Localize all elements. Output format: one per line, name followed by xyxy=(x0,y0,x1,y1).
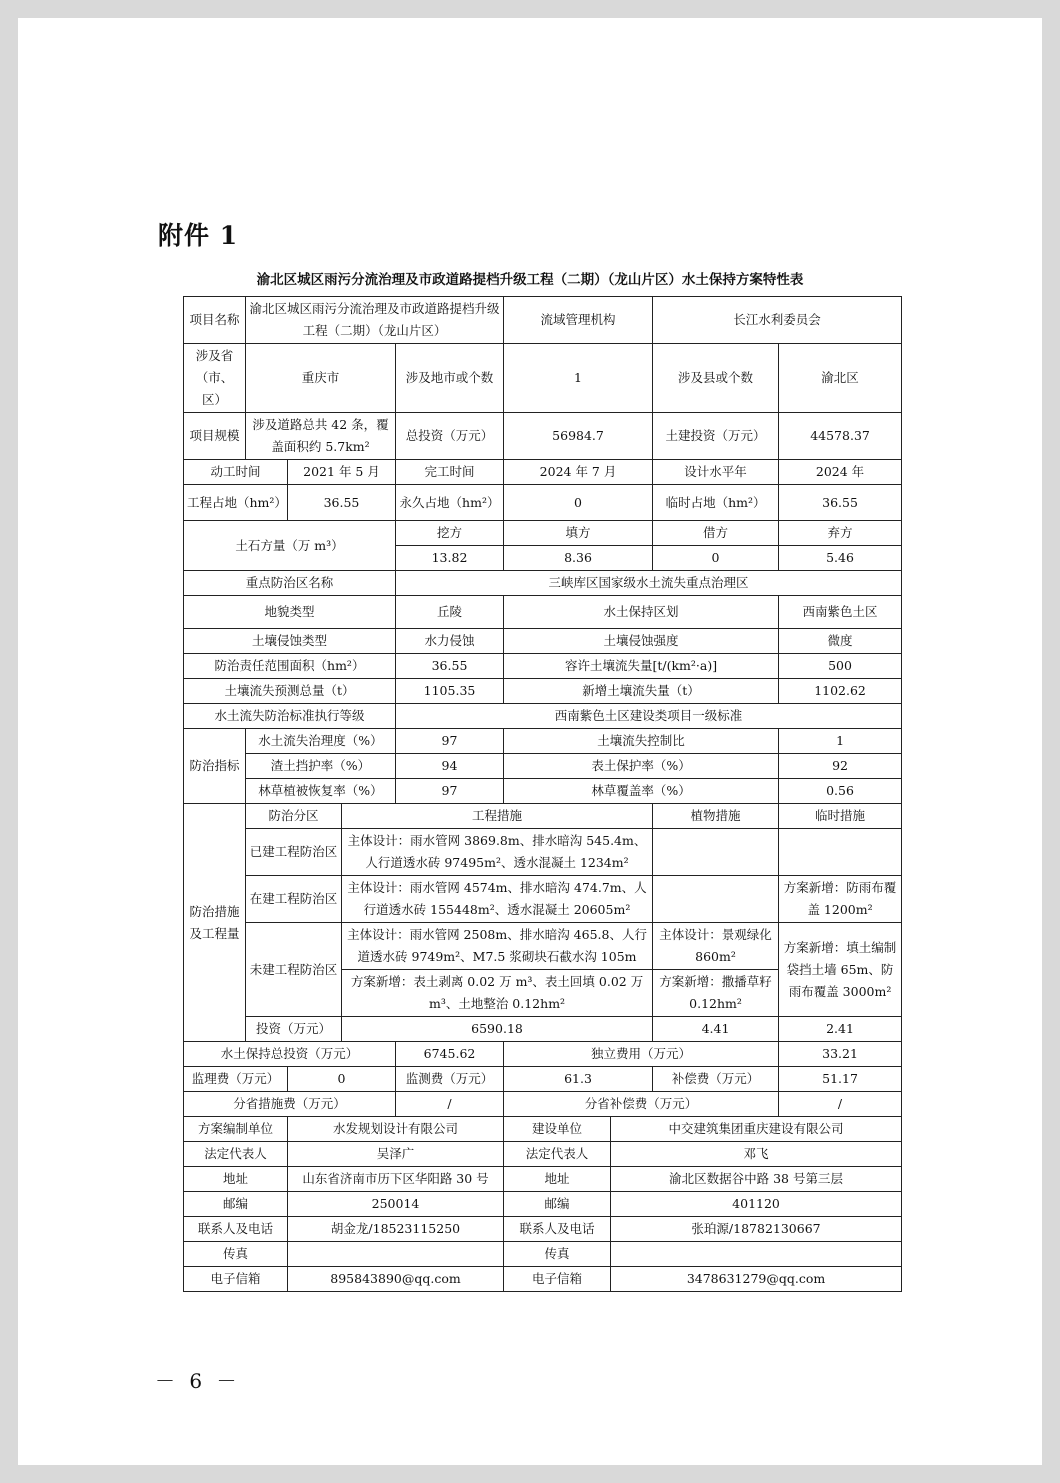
zone-building-engineering: 主体设计：雨水管网 4574m、排水暗沟 474.7m、人行道透水砖 155448m²、透水混凝土 20605m² xyxy=(342,876,653,923)
value-provincial-compensation-fee: / xyxy=(779,1092,902,1117)
row-fax xyxy=(184,1242,902,1267)
document-title: 渝北区城区雨污分流治理及市政道路提档升级工程（二期）（龙山片区）水土保持方案特性表 xyxy=(256,272,804,288)
value-project-scale: 涉及道路总共 42 条，覆盖面积约 5.7km² xyxy=(246,413,396,460)
zone-built-temporary xyxy=(779,829,902,876)
label-legal-rep-left: 法定代表人 xyxy=(184,1142,288,1167)
value-fax-right xyxy=(611,1242,902,1267)
row-schedule xyxy=(184,460,902,485)
zone-unbuilt-engineering-main: 主体设计：雨水管网 2508m、排水暗沟 465.8、人行道透水砖 9749m²、M7.5 浆砌块石截水沟 105m xyxy=(342,923,653,970)
label-predicted-loss: 土壤流失预测总量（t） xyxy=(184,679,396,704)
attachment-label: 附件 1 xyxy=(158,221,239,250)
value-city-count: 1 xyxy=(504,344,653,413)
value-basin-authority: 长江水利委员会 xyxy=(653,297,902,344)
zone-building-plant xyxy=(653,876,779,923)
value-independent-cost: 33.21 xyxy=(779,1042,902,1067)
row-index-1 xyxy=(184,729,902,754)
value-construction-unit: 中交建筑集团重庆建设有限公司 xyxy=(611,1117,902,1142)
value-standard-level: 西南紫色土区建设类项目一级标准 xyxy=(396,704,902,729)
label-loss-control-ratio: 土壤流失控制比 xyxy=(504,729,779,754)
label-project-name: 项目名称 xyxy=(184,297,246,344)
characteristics-table-wrapper xyxy=(183,296,901,1292)
value-supervision-fee: 0 xyxy=(288,1067,396,1092)
label-treatment-degree: 水土流失治理度（%） xyxy=(246,729,396,754)
label-fax-left: 传真 xyxy=(184,1242,288,1267)
label-email-right: 电子信箱 xyxy=(504,1267,611,1292)
value-fax-left xyxy=(288,1242,504,1267)
value-temporary-land: 36.55 xyxy=(779,485,902,521)
label-control-index: 防治指标 xyxy=(184,729,246,804)
label-fax-right: 传真 xyxy=(504,1242,611,1267)
label-swc-total-investment: 水土保持总投资（万元） xyxy=(184,1042,396,1067)
row-zone-unbuilt-1 xyxy=(184,923,902,970)
zone-unbuilt: 未建工程防治区 xyxy=(246,923,342,1017)
label-provincial-compensation-fee: 分省补偿费（万元） xyxy=(504,1092,779,1117)
value-monitoring-fee: 61.3 xyxy=(504,1067,653,1092)
value-compensation-fee: 51.17 xyxy=(779,1067,902,1092)
value-engineering-investment: 6590.18 xyxy=(342,1017,653,1042)
label-city-count: 涉及地市或个数 xyxy=(396,344,504,413)
label-civil-investment: 土建投资（万元） xyxy=(653,413,779,460)
value-civil-investment: 44578.37 xyxy=(779,413,902,460)
value-legal-rep-left: 吴泽广 xyxy=(288,1142,504,1167)
header-zone: 防治分区 xyxy=(246,804,342,829)
value-borrow: 0 xyxy=(653,546,779,571)
value-key-zone: 三峡库区国家级水土流失重点治理区 xyxy=(396,571,902,596)
header-borrow: 借方 xyxy=(653,521,779,546)
label-supervision-fee: 监理费（万元） xyxy=(184,1067,288,1092)
label-investment: 投资（万元） xyxy=(246,1017,342,1042)
value-landform: 丘陵 xyxy=(396,596,504,629)
value-province: 重庆市 xyxy=(246,344,396,413)
label-soil-region: 水土保持区划 xyxy=(504,596,779,629)
value-county-count: 渝北区 xyxy=(779,344,902,413)
row-erosion-type xyxy=(184,629,902,654)
label-postcode-right: 邮编 xyxy=(504,1192,611,1217)
label-contact-left: 联系人及电话 xyxy=(184,1217,288,1242)
row-key-zone xyxy=(184,571,902,596)
zone-building-temporary: 方案新增：防雨布覆盖 1200m² xyxy=(779,876,902,923)
value-plant-investment: 4.41 xyxy=(653,1017,779,1042)
zone-built-plant xyxy=(653,829,779,876)
value-soil-region: 西南紫色土区 xyxy=(779,596,902,629)
value-fill: 8.36 xyxy=(504,546,653,571)
header-fill: 填方 xyxy=(504,521,653,546)
value-provincial-measures-fee: / xyxy=(396,1092,504,1117)
value-temporary-investment: 2.41 xyxy=(779,1017,902,1042)
value-address-right: 渝北区数据谷中路 38 号第三层 xyxy=(611,1167,902,1192)
value-email-left: 895843890@qq.com xyxy=(288,1267,504,1292)
header-temporary-measures: 临时措施 xyxy=(779,804,902,829)
label-standard-level: 水土流失防治标准执行等级 xyxy=(184,704,396,729)
zone-unbuilt-plant-main: 主体设计：景观绿化 860m² xyxy=(653,923,779,970)
row-index-3 xyxy=(184,779,902,804)
label-vegetation-cover: 林草覆盖率（%） xyxy=(504,779,779,804)
zone-unbuilt-plant-new: 方案新增：撒播草籽 0.12hm² xyxy=(653,970,779,1017)
zone-unbuilt-engineering-new: 方案新增：表土剥离 0.02 万 m³、表土回填 0.02 万 m³、土地整治 0.12hm² xyxy=(342,970,653,1017)
value-email-right: 3478631279@qq.com xyxy=(611,1267,902,1292)
value-land-area: 36.55 xyxy=(288,485,396,521)
row-postcode xyxy=(184,1192,902,1217)
label-total-investment: 总投资（万元） xyxy=(396,413,504,460)
label-province: 涉及省（市、区） xyxy=(184,344,246,413)
label-land-area: 工程占地（hm²） xyxy=(184,485,288,521)
row-project-scale xyxy=(184,413,902,460)
label-earthwork: 土石方量（万 m³） xyxy=(184,521,396,571)
value-swc-total-investment: 6745.62 xyxy=(396,1042,504,1067)
value-permanent-land: 0 xyxy=(504,485,653,521)
row-land-area xyxy=(184,485,902,521)
value-postcode-left: 250014 xyxy=(288,1192,504,1217)
label-monitoring-fee: 监测费（万元） xyxy=(396,1067,504,1092)
label-finish-time: 完工时间 xyxy=(396,460,504,485)
row-measures-head xyxy=(184,804,902,829)
zone-built-engineering: 主体设计：雨水管网 3869.8m、排水暗沟 545.4m、人行道透水砖 97495m²、透水混凝土 1234m² xyxy=(342,829,653,876)
row-landform xyxy=(184,596,902,629)
row-total-investment xyxy=(184,1042,902,1067)
value-spoil: 5.46 xyxy=(779,546,902,571)
label-address-right: 地址 xyxy=(504,1167,611,1192)
label-postcode-left: 邮编 xyxy=(184,1192,288,1217)
value-compiling-unit: 水发规划设计有限公司 xyxy=(288,1117,504,1142)
header-plant-measures: 植物措施 xyxy=(653,804,779,829)
label-compensation-fee: 补偿费（万元） xyxy=(653,1067,779,1092)
value-allowable-loss: 500 xyxy=(779,654,902,679)
label-construction-unit: 建设单位 xyxy=(504,1117,611,1142)
label-spoil-protection: 渣土挡护率（%） xyxy=(246,754,396,779)
value-postcode-right: 401120 xyxy=(611,1192,902,1217)
row-earthwork-head xyxy=(184,521,902,546)
label-email-left: 电子信箱 xyxy=(184,1267,288,1292)
value-vegetation-recovery: 97 xyxy=(396,779,504,804)
row-province xyxy=(184,344,902,413)
value-total-investment: 56984.7 xyxy=(504,413,653,460)
label-provincial-measures-fee: 分省措施费（万元） xyxy=(184,1092,396,1117)
zone-building: 在建工程防治区 xyxy=(246,876,342,923)
value-predicted-loss: 1105.35 xyxy=(396,679,504,704)
value-excavation: 13.82 xyxy=(396,546,504,571)
value-contact-left: 胡金龙/18523115250 xyxy=(288,1217,504,1242)
label-project-scale: 项目规模 xyxy=(184,413,246,460)
row-zone-building xyxy=(184,876,902,923)
header-excavation: 挖方 xyxy=(396,521,504,546)
characteristics-table xyxy=(183,296,902,1292)
value-contact-right: 张珀源/18782130667 xyxy=(611,1217,902,1242)
label-new-loss: 新增土壤流失量（t） xyxy=(504,679,779,704)
row-units xyxy=(184,1117,902,1142)
label-landform: 地貌类型 xyxy=(184,596,396,629)
value-finish-time: 2024 年 7 月 xyxy=(504,460,653,485)
label-vegetation-recovery: 林草植被恢复率（%） xyxy=(246,779,396,804)
label-key-zone: 重点防治区名称 xyxy=(184,571,396,596)
document-page xyxy=(18,18,1042,1465)
value-loss-control-ratio: 1 xyxy=(779,729,902,754)
row-legal-rep xyxy=(184,1142,902,1167)
value-legal-rep-right: 邓飞 xyxy=(611,1142,902,1167)
label-erosion-intensity: 土壤侵蚀强度 xyxy=(504,629,779,654)
label-independent-cost: 独立费用（万元） xyxy=(504,1042,779,1067)
row-index-2 xyxy=(184,754,902,779)
header-engineering-measures: 工程措施 xyxy=(342,804,653,829)
row-address xyxy=(184,1167,902,1192)
label-erosion-type: 土壤侵蚀类型 xyxy=(184,629,396,654)
value-new-loss: 1102.62 xyxy=(779,679,902,704)
value-vegetation-cover: 0.56 xyxy=(779,779,902,804)
label-measures: 防治措施及工程量 xyxy=(184,804,246,1042)
value-treatment-degree: 97 xyxy=(396,729,504,754)
header-spoil: 弃方 xyxy=(779,521,902,546)
label-legal-rep-right: 法定代表人 xyxy=(504,1142,611,1167)
row-measures-investment xyxy=(184,1017,902,1042)
label-compiling-unit: 方案编制单位 xyxy=(184,1117,288,1142)
label-topsoil-protection: 表土保护率（%） xyxy=(504,754,779,779)
value-responsibility-area: 36.55 xyxy=(396,654,504,679)
row-project-name xyxy=(184,297,902,344)
row-fees xyxy=(184,1067,902,1092)
label-address-left: 地址 xyxy=(184,1167,288,1192)
value-design-year: 2024 年 xyxy=(779,460,902,485)
row-responsibility-area xyxy=(184,654,902,679)
page-number: － 6 － xyxy=(155,1369,241,1393)
row-zone-built xyxy=(184,829,902,876)
label-allowable-loss: 容许土壤流失量[t/(km²·a)] xyxy=(504,654,779,679)
label-responsibility-area: 防治责任范围面积（hm²） xyxy=(184,654,396,679)
zone-built: 已建工程防治区 xyxy=(246,829,342,876)
value-start-time: 2021 年 5 月 xyxy=(288,460,396,485)
value-project-name: 渝北区城区雨污分流治理及市政道路提档升级工程（二期）（龙山片区） xyxy=(246,297,504,344)
label-county-count: 涉及县或个数 xyxy=(653,344,779,413)
label-permanent-land: 永久占地（hm²） xyxy=(396,485,504,521)
zone-unbuilt-temporary: 方案新增：填土编制袋挡土墙 65m、防雨布覆盖 3000m² xyxy=(779,923,902,1017)
row-provincial-fees xyxy=(184,1092,902,1117)
value-address-left: 山东省济南市历下区华阳路 30 号 xyxy=(288,1167,504,1192)
value-spoil-protection: 94 xyxy=(396,754,504,779)
label-temporary-land: 临时占地（hm²） xyxy=(653,485,779,521)
row-contact xyxy=(184,1217,902,1242)
value-erosion-intensity: 微度 xyxy=(779,629,902,654)
row-predicted-loss xyxy=(184,679,902,704)
label-basin-authority: 流域管理机构 xyxy=(504,297,653,344)
label-start-time: 动工时间 xyxy=(184,460,288,485)
row-standard-level xyxy=(184,704,902,729)
label-design-year: 设计水平年 xyxy=(653,460,779,485)
row-email xyxy=(184,1267,902,1292)
value-topsoil-protection: 92 xyxy=(779,754,902,779)
label-contact-right: 联系人及电话 xyxy=(504,1217,611,1242)
value-erosion-type: 水力侵蚀 xyxy=(396,629,504,654)
